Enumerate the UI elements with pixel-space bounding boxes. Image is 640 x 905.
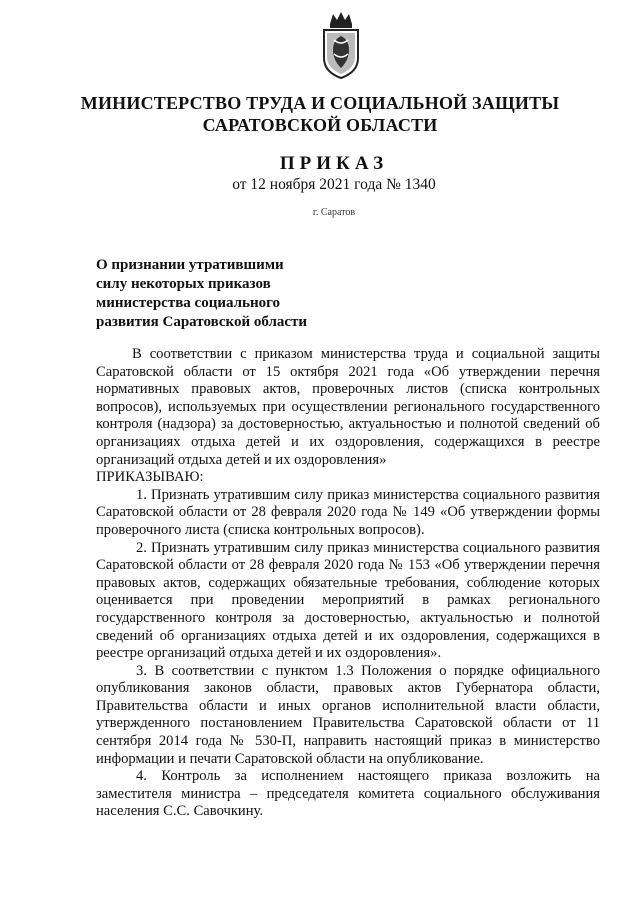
subject-line: силу некоторых приказов [96,276,271,292]
ministry-name-line1: МИНИСТЕРСТВО ТРУДА И СОЦИАЛЬНОЙ ЗАЩИТЫ [80,93,560,113]
order-item-4: 4. Контроль за исполнением настоящего приказа возложить на заместителя министра – председателя комитета социального обслуживания населения С.С. Савочкину. [96,768,600,820]
subject-line: развития Саратовской области [96,314,308,330]
command-word: ПРИКАЗЫВАЮ: [96,469,204,486]
order-item-2: 2. Признать утратившим силу приказ министерства социального развития Саратовской области от 28 февраля 2020 года № 153 «Об утверждении перечня правовых актов, содержащих обязательные требования, соблюдение которых оценивается при проведении мероприятий в рамках регионального государственного контроля за достоверностью, актуальностью и полнотой сведений об организациях отдыха детей и их оздоровления, содержащихся в реестре организаций отдыха детей и их оздоровления». [96,539,600,662]
preamble-paragraph: В соответствии с приказом министерства труда и социальной защиты Саратовской области от 15 октября 2021 года «Об утверждении перечня нормативных правовых актов, проверочных листов (списка контрольных вопросов), используемых при осуществлении регионального государственного контроля (надзора) за достоверностью, актуальностью и полнотой сведений об организациях отдыха детей и их оздоровления, содержащихся в реестре организаций отдыха детей и их оздоровления» [96,346,600,468]
document-type: ПРИКАЗ [279,153,389,174]
document-city: г. Саратов [312,207,356,218]
document-subject [96,256,416,332]
subject-line: министерства социального [96,295,281,311]
order-item-3: 3. В соответствии с пунктом 1.3 Положения о порядке официального опубликования законов области, правовых актов Губернатора области, Правительства области и иных органов исполнительной власти области, утвержденного постановлением Правительства Саратовской области от 11 сентября 2014 года № 530-П, направить настоящий приказ в министерство информации и печати Саратовской области на опубликование. [96,662,600,767]
ministry-name-line2: САРАТОВСКОЙ ОБЛАСТИ [202,115,438,135]
coat-of-arms-icon [318,10,364,80]
order-item-1: 1. Признать утратившим силу приказ министерства социального развития Саратовской области от 28 февраля 2020 года № 149 «Об утверждении формы проверочного листа (списка контрольных вопросов). [96,486,600,538]
document-body [96,346,600,821]
subject-line: О признании утратившими [96,257,284,273]
document-date-number: от 12 ноября 2021 года № 1340 [232,176,436,193]
